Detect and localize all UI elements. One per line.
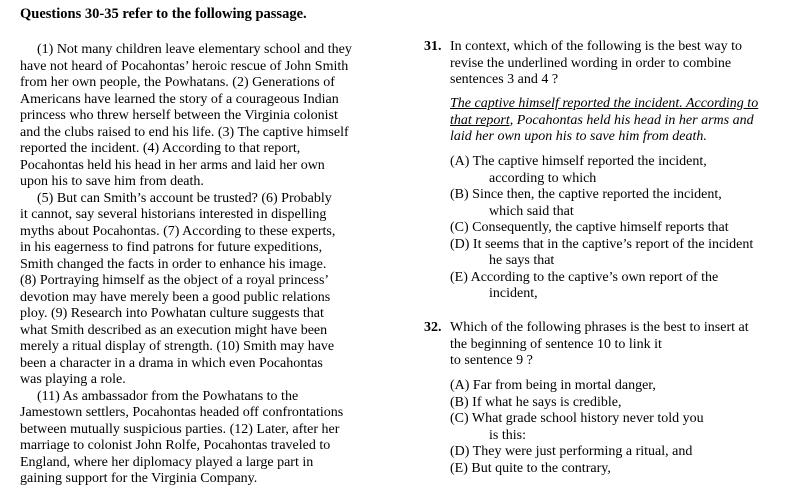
passage-line: what Smith described as an execution might have been xyxy=(20,322,328,338)
passage-line: devotion may have merely been a good public relations xyxy=(20,289,331,305)
passage-line: gaining support for the Virginia Company. xyxy=(20,471,258,486)
quoted-sentence-underlined: The captive himself reported the incident. According to xyxy=(450,96,759,111)
answer-option-a[interactable]: (A) Far from being in mortal danger, xyxy=(450,378,656,393)
passage-line: upon his to save him from death. xyxy=(20,174,204,189)
answer-option-a-cont: according to which xyxy=(489,170,597,186)
passage-line: (5) But can Smith’s account be trusted? (6) Probably xyxy=(37,190,332,206)
passage-line: and the clubs raised to end his life. (3) The captive himself xyxy=(20,124,349,140)
passage-line: Smith changed the facts in order to enhance his image. xyxy=(20,256,327,272)
question-stem-line: to sentence 9 ? xyxy=(450,353,533,368)
passage-line: ploy. (9) Research into Powhatan culture suggests that xyxy=(20,306,324,321)
passage-line: it cannot, say several historians interested in dispelling xyxy=(20,207,327,222)
answer-option-e[interactable]: (E) According to the captive’s own report of the xyxy=(450,269,719,285)
answer-option-c[interactable]: (C) Consequently, the captive himself reports that xyxy=(450,220,729,235)
section-heading: Questions 30-35 refer to the following passage. xyxy=(20,6,307,22)
passage-line: (1) Not many children leave elementary school and they xyxy=(37,42,352,57)
passage-line: Pocahontas held his head in her arms and laid her own xyxy=(20,157,325,173)
question-stem-line: sentences 3 and 4 ? xyxy=(450,72,559,87)
question-stem-line: In context, which of the following is the best way to xyxy=(450,39,742,54)
answer-option-a[interactable]: (A) The captive himself reported the incident, xyxy=(450,154,707,169)
passage-line: merely a ritual display of strength. (10) Smith may have xyxy=(20,339,335,354)
passage-line: (11) As ambassador from the Powhatans to the xyxy=(37,388,299,404)
passage-line: Jamestown settlers, Pocahontas headed off confrontations xyxy=(20,405,344,420)
answer-option-c-cont: is this: xyxy=(489,427,526,443)
passage-line: have not heard of Pocahontas’ heroic rescue of John Smith xyxy=(20,58,349,74)
passage-line: between mutually suspicious parties. (12) Later, after her xyxy=(20,421,340,437)
question-number: 31. xyxy=(424,39,442,54)
answer-option-b-cont: which said that xyxy=(489,203,574,219)
passage-line: England, where her diplomacy played a large part in xyxy=(20,454,314,470)
answer-option-e-cont: incident, xyxy=(489,286,538,301)
passage-line: (8) Portraying himself as the object of a royal princess’ xyxy=(20,273,330,288)
answer-option-e[interactable]: (E) But quite to the contrary, xyxy=(450,460,611,476)
answer-option-c[interactable]: (C) What grade school history never told you xyxy=(450,411,704,426)
passage-line: from her own people, the Powhatans. (2) Generations of xyxy=(20,75,335,90)
passage-line: Americans have learned the story of a courageous Indian xyxy=(20,91,339,107)
quoted-sentence-line: laid her own upon his to save him from death. xyxy=(450,129,707,144)
quoted-sentence-underlined: that report, xyxy=(450,112,514,128)
passage-line: reported the incident. (4) According to that report, xyxy=(20,141,301,156)
quoted-sentence-line xyxy=(450,113,754,130)
passage-line: princess who threw herself between the Virginia colonist xyxy=(20,108,338,123)
passage-line: marriage to colonist John Rolfe, Pocahontas traveled to xyxy=(20,438,331,453)
answer-option-d[interactable]: (D) They were just performing a ritual, and xyxy=(450,444,693,459)
passage-line: myths about Pocahontas. (7) According to these experts, xyxy=(20,223,336,239)
question-number: 32. xyxy=(424,320,442,335)
question-stem-line: revise the underlined wording in order to combine xyxy=(450,55,732,71)
passage-line: was playing a role. xyxy=(20,372,126,387)
question-stem-line: Which of the following phrases is the best to insert at xyxy=(450,320,749,335)
answer-option-d[interactable]: (D) It seems that in the captive’s report of the incident xyxy=(450,236,754,252)
passage-line: in his eagerness to find patrons for future expeditions, xyxy=(20,240,323,255)
answer-option-b[interactable]: (B) If what he says is credible, xyxy=(450,394,622,410)
question-stem-line: the beginning of sentence 10 to link it xyxy=(450,336,662,352)
quoted-sentence-rest: Pocahontas held his head in her arms and xyxy=(513,112,754,128)
answer-option-b[interactable]: (B) Since then, the captive reported the incident, xyxy=(450,187,722,202)
answer-option-d-cont: he says that xyxy=(489,253,555,268)
passage-line: been a character in a drama in which even Pocahontas xyxy=(20,355,323,371)
